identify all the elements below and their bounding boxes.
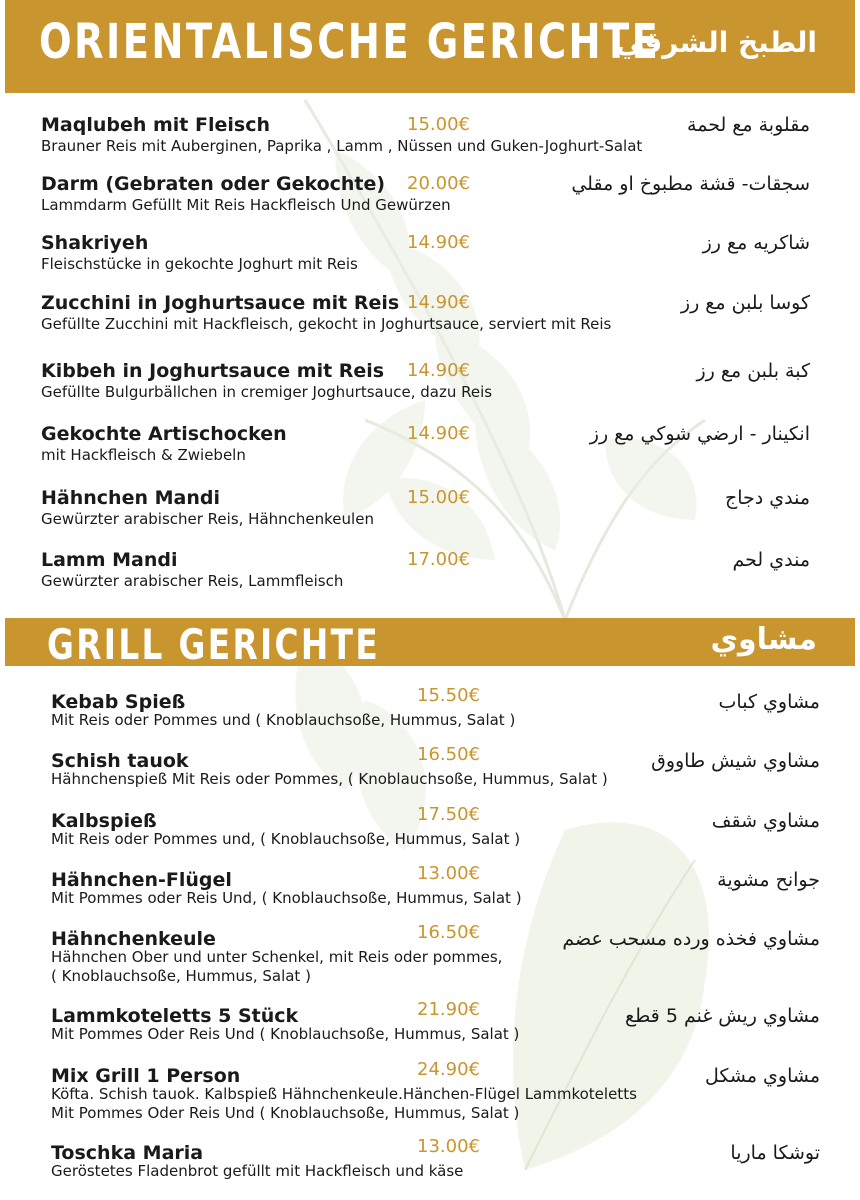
item-price: 14.90€ [407,292,470,313]
item-name: Lamm Mandi [41,549,178,571]
item-name-arabic: مشاوي شقف [711,810,820,832]
section-title-arabic: الطبخ الشرقي [615,26,817,59]
item-description-line2: Mit Pommes Oder Reis Und ( Knoblauchsoße, Hummus, Salat ) [51,1104,520,1122]
item-name: Hähnchen Mandi [41,487,220,509]
item-name: Schish tauok [51,750,189,772]
item-price: 16.50€ [417,922,480,943]
item-name: Hähnchenkeule [51,928,216,950]
item-price: 17.50€ [417,804,480,825]
section-header-oriental [5,0,855,93]
item-description: Köfta. Schish tauok. Kalbspieß Hähnchenkeule.Hänchen-Flügel Lammkoteletts [51,1085,637,1103]
menu-item [5,1059,855,1129]
item-name: Darm (Gebraten oder Gekochte) [41,173,386,195]
menu-item [5,685,855,747]
menu-item [5,232,855,288]
item-name-arabic: مشاوي ريش غنم 5 قطع [624,1005,820,1027]
item-name-arabic: مندي دجاج [724,487,810,509]
item-description: Fleischstücke in gekochte Joghurt mit Reis [41,255,358,273]
menu-item [5,804,855,866]
item-description-line2: ( Knoblauchsoße, Hummus, Salat ) [51,967,311,985]
menu-item [5,1136,855,1198]
item-description: Hähnchenspieß Mit Reis oder Pommes, ( Knoblauchsoße, Hummus, Salat ) [51,770,608,788]
item-name: Lammkoteletts 5 Stück [51,1005,299,1027]
item-description: Gewürzter arabischer Reis, Lammfleisch [41,572,344,590]
item-description: Gefüllte Bulgurbällchen in cremiger Joghurtsauce, dazu Reis [41,383,493,401]
item-name: Toschka Maria [51,1142,204,1164]
item-name: Kibbeh in Joghurtsauce mit Reis [41,360,385,382]
item-price: 24.90€ [417,1059,480,1080]
item-name-arabic: جوانح مشوية [717,869,820,891]
item-name-arabic: مشاوي كباب [718,691,820,713]
item-name: Shakriyeh [41,232,149,254]
item-price: 14.90€ [407,423,470,444]
menu-page [5,0,855,1200]
item-description: Hähnchen Ober und unter Schenkel, mit Reis oder pommes, [51,948,503,966]
item-name-arabic: توشكا ماريا [730,1142,820,1164]
menu-item [5,922,855,992]
item-description: Gefüllte Zucchini mit Hackfleisch, gekocht in Joghurtsauce, serviert mit Reis [41,315,612,333]
item-name-arabic: سجقات- قشة مطبوخ او مقلي [571,173,810,195]
item-name-arabic: مندي لحم [732,549,810,571]
menu-item [5,863,855,925]
item-description: Lammdarm Gefüllt Mit Reis Hackfleisch Und Gewürzen [41,196,451,214]
item-price: 15.00€ [407,487,470,508]
menu-item [5,292,855,348]
section-title: ORIENTALISCHE GERICHTE [39,14,661,70]
item-name-arabic: مشاوي شيش طاووق [651,750,820,772]
menu-item [5,744,855,806]
section-title: GRILL GERICHTE [47,620,381,669]
item-price: 16.50€ [417,744,480,765]
item-price: 21.90€ [417,999,480,1020]
item-name: Mix Grill 1 Person [51,1065,241,1087]
menu-item [5,360,855,416]
item-name: Zucchini in Joghurtsauce mit Reis [41,292,400,314]
item-price: 14.90€ [407,232,470,253]
item-name-arabic: مقلوبة مع لحمة [687,114,810,136]
section-header-grill [5,618,855,669]
item-price: 13.00€ [417,1136,480,1157]
item-description: Gewürzter arabischer Reis, Hähnchenkeulen [41,510,374,528]
item-name-arabic: انكينار - ارضي شوكي مع رز [589,423,810,445]
item-price: 15.50€ [417,685,480,706]
item-description: Brauner Reis mit Auberginen, Paprika , Lamm , Nüssen und Guken-Joghurt-Salat [41,137,643,155]
item-description: mit Hackfleisch & Zwiebeln [41,446,246,464]
menu-item [5,549,855,605]
menu-item [5,999,855,1061]
menu-item [5,423,855,479]
item-name: Kebab Spieß [51,691,186,713]
item-name: Hähnchen-Flügel [51,869,232,891]
item-price: 14.90€ [407,360,470,381]
menu-item [5,114,855,170]
item-price: 20.00€ [407,173,470,194]
item-price: 17.00€ [407,549,470,570]
item-name: Kalbspieß [51,810,157,832]
item-description: Geröstetes Fladenbrot gefüllt mit Hackfleisch und käse [51,1162,464,1180]
item-name: Maqlubeh mit Fleisch [41,114,270,136]
item-name-arabic: كوسا بلبن مع رز [680,292,810,314]
menu-item [5,173,855,229]
item-description: Mit Reis oder Pommes und, ( Knoblauchsoße, Hummus, Salat ) [51,830,521,848]
item-name: Gekochte Artischocken [41,423,287,445]
item-description: Mit Reis oder Pommes und ( Knoblauchsoße, Hummus, Salat ) [51,711,516,729]
item-price: 15.00€ [407,114,470,135]
item-description: Mit Pommes oder Reis Und, ( Knoblauchsoße, Hummus, Salat ) [51,889,522,907]
item-name-arabic: مشاوي مشكل [704,1065,820,1087]
section-title-arabic: مشاوي [710,622,817,657]
item-name-arabic: شاكريه مع رز [702,232,810,254]
menu-item [5,487,855,543]
item-name-arabic: مشاوي فخذه ورده مسحب عضم [562,928,820,950]
item-name-arabic: كبة بلبن مع رز [696,360,810,382]
item-price: 13.00€ [417,863,480,884]
item-description: Mit Pommes Oder Reis Und ( Knoblauchsoße, Hummus, Salat ) [51,1025,520,1043]
